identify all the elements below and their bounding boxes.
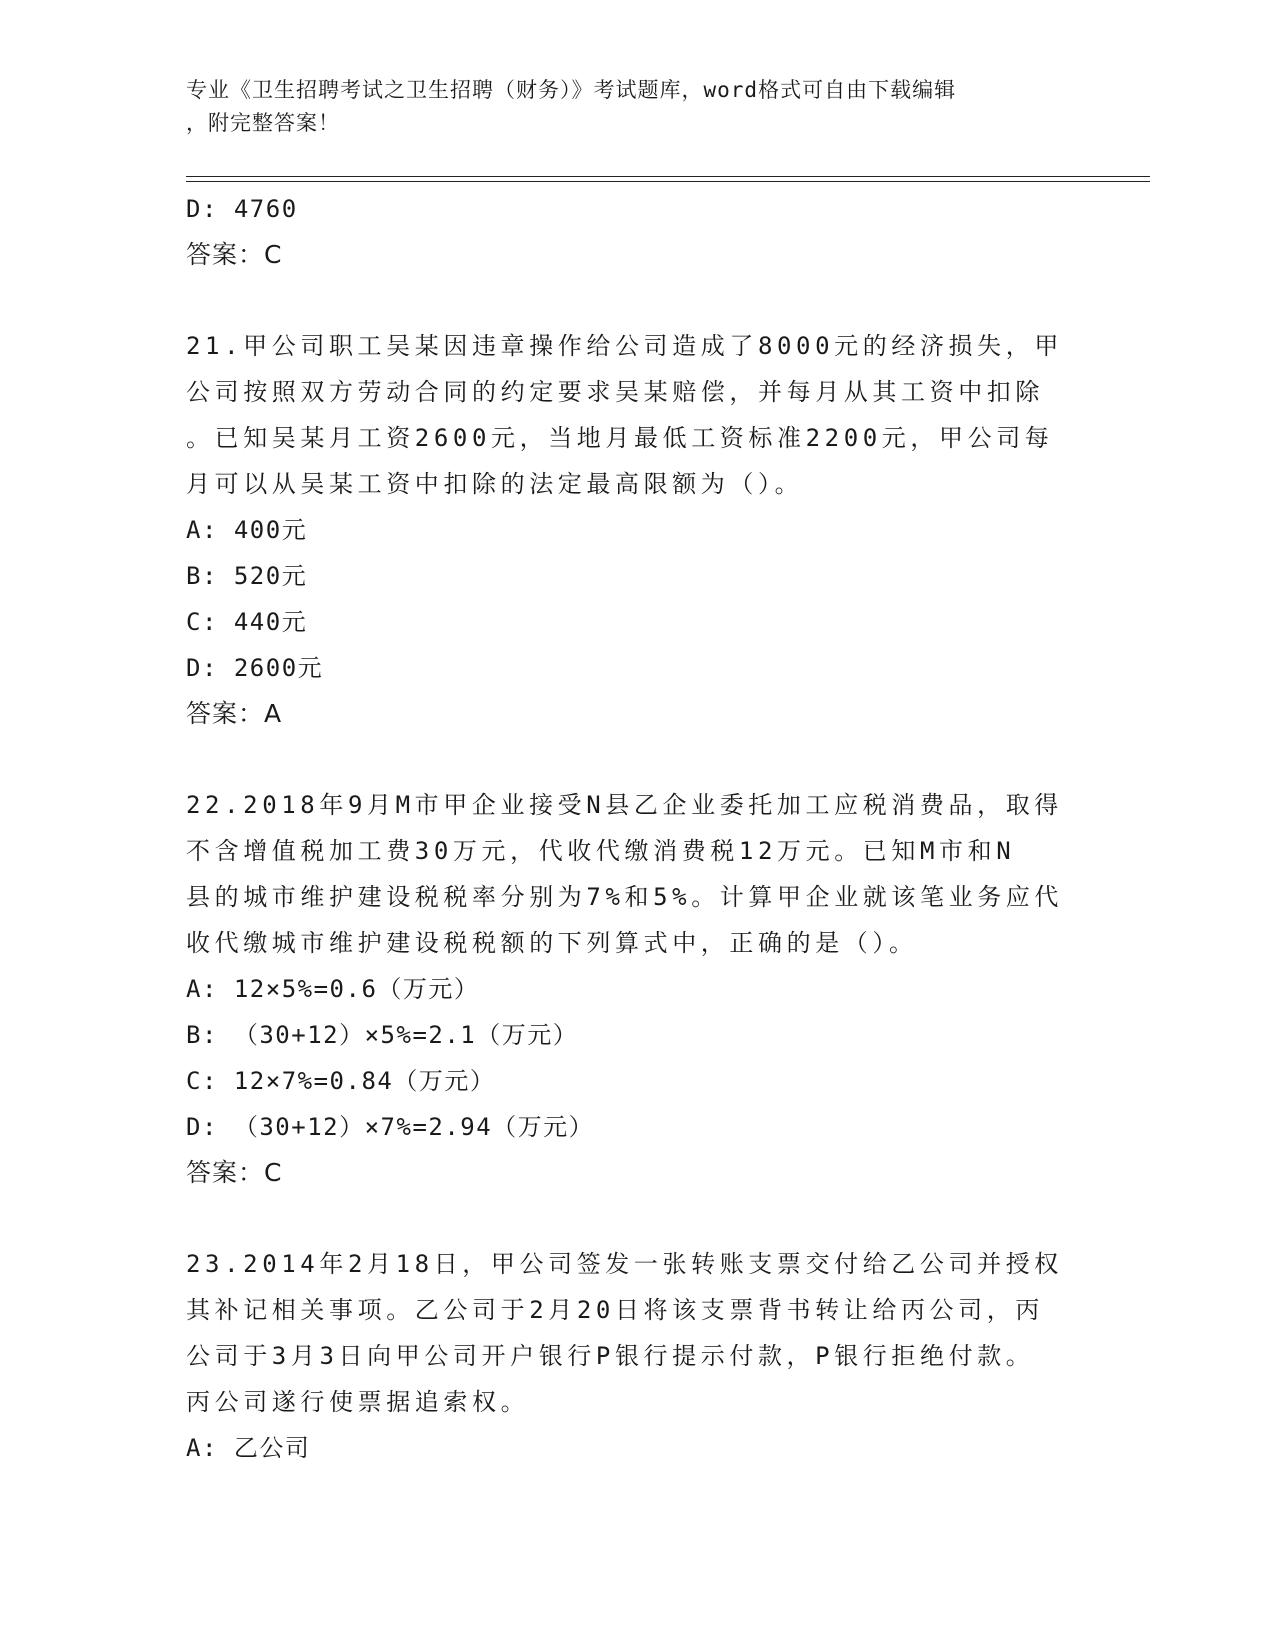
spacer bbox=[186, 737, 1086, 782]
spacer bbox=[186, 1196, 1086, 1241]
header-line-2: ，附完整答案！ bbox=[186, 111, 340, 135]
option-a: A: 12×5%=0.6（万元） bbox=[186, 975, 480, 1003]
question-text-line: 23.2014年2月18日，甲公司签发一张转账支票交付给乙公司并授权 bbox=[186, 1250, 1063, 1278]
option-d: D: （30+12）×7%=2.94（万元） bbox=[186, 1113, 595, 1141]
answer: 答案：A bbox=[186, 699, 283, 728]
question-21 bbox=[186, 323, 1086, 737]
question-text-line: 22.2018年9月M市甲企业接受N县乙企业委托加工应税消费品，取得 bbox=[186, 791, 1063, 819]
question-text-line: 其补记相关事项。乙公司于2月20日将该支票背书转让给丙公司，丙 bbox=[186, 1296, 1044, 1324]
option-d: D: 2600元 bbox=[186, 654, 324, 682]
option-c: C: 440元 bbox=[186, 608, 308, 636]
question-text-line: 收代缴城市维护建设税税额的下列算式中，正确的是（）。 bbox=[186, 929, 918, 957]
question-23 bbox=[186, 1241, 1086, 1471]
header-line-1: 专业《卫生招聘考试之卫生招聘（财务）》考试题库，word格式可自由下载编辑 bbox=[186, 78, 957, 102]
question-text-line: 21.甲公司职工吴某因违章操作给公司造成了8000元的经济损失，甲 bbox=[186, 332, 1063, 360]
question-text-line: 。已知吴某月工资2600元，当地月最低工资标准2200元，甲公司每 bbox=[186, 424, 1054, 452]
option-b: B: （30+12）×5%=2.1（万元） bbox=[186, 1021, 579, 1049]
question-text-line: 月可以从吴某工资中扣除的法定最高限额为（）。 bbox=[186, 470, 804, 498]
spacer bbox=[186, 278, 1086, 323]
answer: 答案：C bbox=[186, 1158, 283, 1187]
question-22 bbox=[186, 782, 1086, 1196]
header-rule-bottom bbox=[186, 181, 1150, 182]
answer: 答案：C bbox=[186, 240, 283, 269]
question-text-line: 不含增值税加工费30万元，代收代缴消费税12万元。已知M市和N bbox=[186, 837, 1016, 865]
question-text-line: 县的城市维护建设税税率分别为7%和5%。计算甲企业就该笔业务应代 bbox=[186, 883, 1063, 911]
option-a: A: 乙公司 bbox=[186, 1434, 311, 1462]
page-header bbox=[186, 74, 1086, 140]
question-text-line: 公司于3月3日向甲公司开户银行P银行提示付款，P银行拒绝付款。 bbox=[186, 1342, 1035, 1370]
option-d: D: 4760 bbox=[186, 195, 298, 223]
question-text-line: 公司按照双方劳动合同的约定要求吴某赔偿，并每月从其工资中扣除 bbox=[186, 378, 1044, 406]
question-text-line: 丙公司遂行使票据追索权。 bbox=[186, 1388, 530, 1416]
document-body bbox=[186, 186, 1086, 1471]
option-a: A: 400元 bbox=[186, 516, 308, 544]
option-b: B: 520元 bbox=[186, 562, 308, 590]
header-rule-top bbox=[186, 176, 1150, 177]
option-c: C: 12×7%=0.84（万元） bbox=[186, 1067, 496, 1095]
